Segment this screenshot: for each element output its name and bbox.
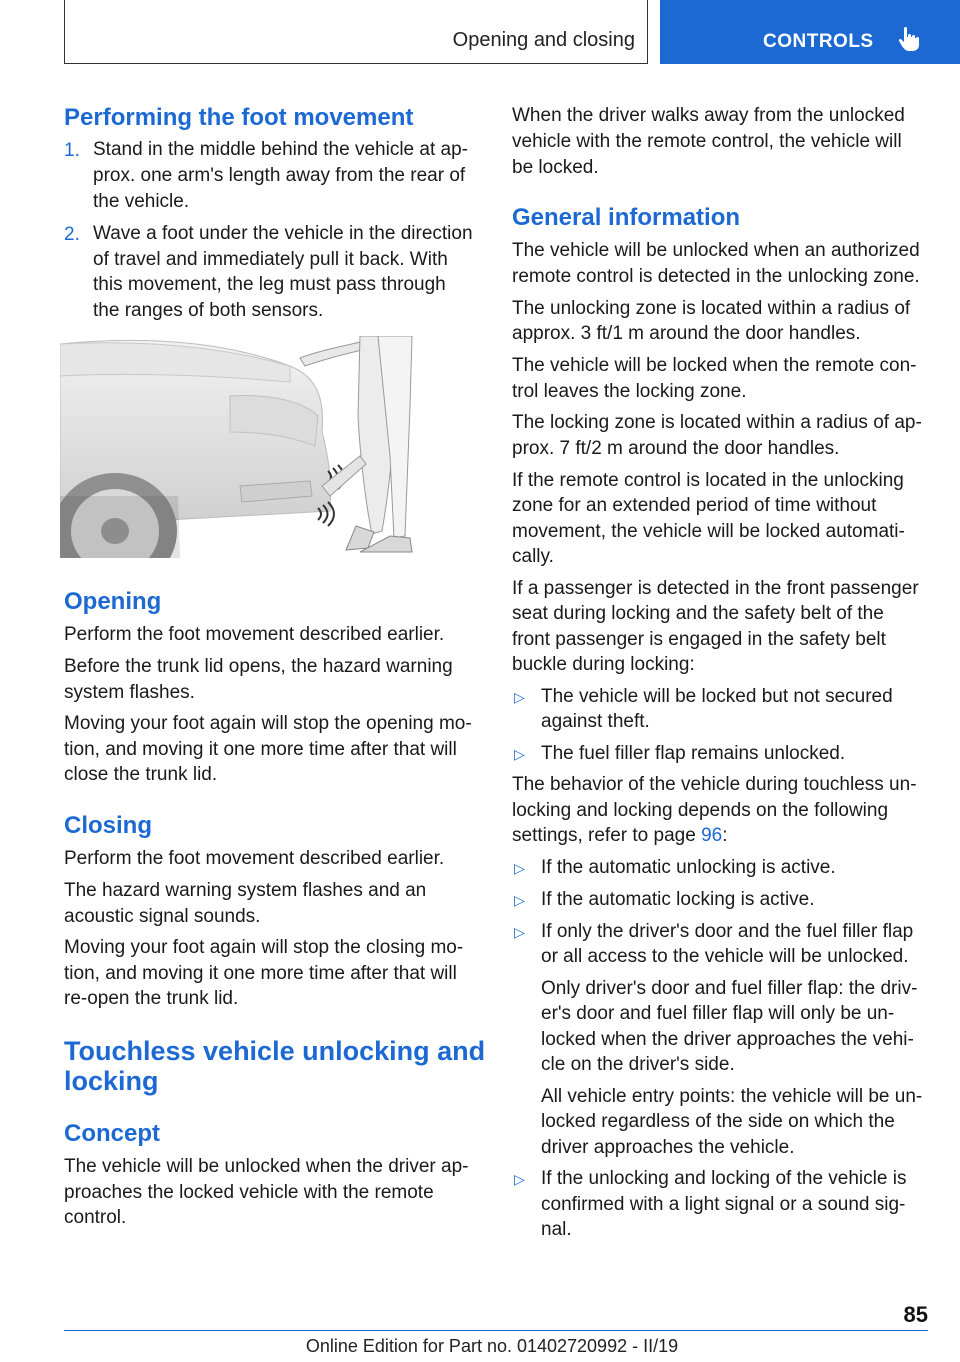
paragraph-line: control. <box>64 1207 127 1228</box>
paragraph-line: Before the trunk lid opens, the hazard warning <box>64 656 453 677</box>
paragraph-line: Moving your foot again will stop the opening mo- <box>64 713 472 734</box>
header-chapter-tab[interactable] <box>660 0 960 64</box>
paragraph-line <box>512 823 727 849</box>
paragraph-line: trol leaves the locking zone. <box>512 381 747 402</box>
paragraph-line: The vehicle will be unlocked when the driver ap- <box>64 1156 469 1177</box>
step-line: Stand in the middle behind the vehicle at ap- <box>93 139 468 160</box>
paragraph-line: The vehicle will be locked when the remote con- <box>512 355 917 376</box>
paragraph-line: zone for an extended period of time without <box>512 495 877 516</box>
bullet-line: If the automatic unlocking is active. <box>541 857 836 878</box>
step-line: prox. one arm's length away from the rear of <box>93 165 466 186</box>
heading-touchless-line: Touchless vehicle unlocking and <box>64 1036 486 1066</box>
bullet-triangle-icon: ▷ <box>514 1171 525 1187</box>
step-line: Wave a foot under the vehicle in the direction <box>93 223 473 244</box>
heading-general-information: General information <box>512 204 741 231</box>
paragraph-line: When the driver walks away from the unlocked <box>512 105 905 126</box>
paragraph-line: locking and locking depends on the following <box>512 800 889 821</box>
bullet-triangle-icon: ▷ <box>514 689 525 705</box>
heading-performing-foot-movement: Performing the foot movement <box>64 104 414 131</box>
step-line: of travel and immediately pull it back. With <box>93 249 448 270</box>
bullet-line: against theft. <box>541 711 650 732</box>
bullet-line: The vehicle will be locked but not secured <box>541 686 893 707</box>
bullet-line: If the unlocking and locking of the vehicle is <box>541 1168 907 1189</box>
footer-edition: Online Edition for Part no. 01402720992 - II/19 <box>305 1336 679 1356</box>
paragraph-line: remote control is detected in the unlocking zone. <box>512 266 920 287</box>
heading-touchless-line: locking <box>64 1066 159 1096</box>
sub-paragraph-line: All vehicle entry points: the vehicle will be un- <box>541 1086 923 1107</box>
paragraph-line: If a passenger is detected in the front passenger <box>512 578 919 599</box>
step-line: the vehicle. <box>93 191 190 212</box>
paragraph-line: Perform the foot movement described earlier. <box>64 624 445 645</box>
bullet-line: confirmed with a light signal or a sound sig- <box>541 1194 906 1215</box>
bullet-line: The fuel filler flap remains unlocked. <box>541 743 846 764</box>
paragraph-line: prox. 7 ft/2 m around the door handles. <box>512 438 840 459</box>
bullet-line: or all access to the vehicle will be unlocked. <box>541 946 909 967</box>
heading-concept: Concept <box>64 1120 160 1147</box>
foot-movement-illustration <box>60 336 416 558</box>
paragraph-line: be locked. <box>512 157 599 178</box>
paragraph-line: Perform the foot movement described earlier. <box>64 848 445 869</box>
paragraph-line: approx. 3 ft/1 m around the door handles. <box>512 323 861 344</box>
paragraph-line: The locking zone is located within a radius of ap- <box>512 412 922 433</box>
step-number: 2. <box>64 224 80 245</box>
paragraph-line: close the trunk lid. <box>64 764 218 785</box>
sub-paragraph-line: er's door and fuel filler flap will only be un- <box>541 1003 895 1024</box>
step-line: the ranges of both sensors. <box>93 300 324 321</box>
paragraph-line: If the remote control is located in the unlocking <box>512 470 904 491</box>
bullet-line: If the automatic locking is active. <box>541 889 815 910</box>
paragraph-line: Moving your foot again will stop the closing mo- <box>64 937 464 958</box>
paragraph-line: buckle during locking: <box>512 654 695 675</box>
bullet-line: nal. <box>541 1219 572 1240</box>
paragraph-line: acoustic signal sounds. <box>64 906 261 927</box>
bullet-triangle-icon: ▷ <box>514 860 525 876</box>
paragraph-text: : <box>722 825 728 846</box>
paragraph-text: settings, refer to page <box>512 825 702 846</box>
header-chapter-title: CONTROLS <box>763 31 874 52</box>
header-section-box <box>64 0 648 64</box>
paragraph-line: cally. <box>512 546 554 567</box>
bullet-line: If only the driver's door and the fuel filler flap <box>541 921 914 942</box>
paragraph-line: The hazard warning system flashes and an <box>64 880 427 901</box>
bullet-triangle-icon: ▷ <box>514 924 525 940</box>
header-section-title: Opening and closing <box>452 29 635 51</box>
paragraph-line: proaches the locked vehicle with the remote <box>64 1182 434 1203</box>
page-number: 85 <box>903 1302 928 1327</box>
paragraph-line: movement, the vehicle will be locked automati- <box>512 521 905 542</box>
hand-pointer-icon <box>898 26 920 52</box>
paragraph-line: tion, and moving it one more time after that will <box>64 739 457 760</box>
step-number: 1. <box>64 140 80 161</box>
paragraph-line: seat during locking and the safety belt of the <box>512 603 884 624</box>
paragraph-line: re-open the trunk lid. <box>64 988 239 1009</box>
sub-paragraph-line: driver approaches the vehicle. <box>541 1137 795 1158</box>
paragraph-line: The unlocking zone is located within a radius of <box>512 298 911 319</box>
page-reference-link[interactable]: 96 <box>701 825 723 846</box>
step-line: this movement, the leg must pass through <box>93 274 446 295</box>
paragraph-line: vehicle with the remote control, the vehicle will <box>512 131 902 152</box>
footer-divider <box>64 1330 928 1331</box>
bullet-triangle-icon: ▷ <box>514 746 525 762</box>
bullet-triangle-icon: ▷ <box>514 892 525 908</box>
sub-paragraph-line: Only driver's door and fuel filler flap: the driv- <box>541 978 918 999</box>
paragraph-line: tion, and moving it one more time after that will <box>64 963 457 984</box>
heading-opening: Opening <box>64 588 162 615</box>
heading-closing: Closing <box>64 812 152 839</box>
paragraph-line: system flashes. <box>64 682 195 703</box>
sub-paragraph-line: cle on the driver's side. <box>541 1054 735 1075</box>
paragraph-line: front passenger is engaged in the safety belt <box>512 629 886 650</box>
sub-paragraph-line: locked when the driver approaches the vehi- <box>541 1029 914 1050</box>
paragraph-line: The vehicle will be unlocked when an authorized <box>512 240 920 261</box>
sub-paragraph-line: locked regardless of the side on which the <box>541 1111 895 1132</box>
paragraph-line: The behavior of the vehicle during touchless un- <box>512 774 917 795</box>
